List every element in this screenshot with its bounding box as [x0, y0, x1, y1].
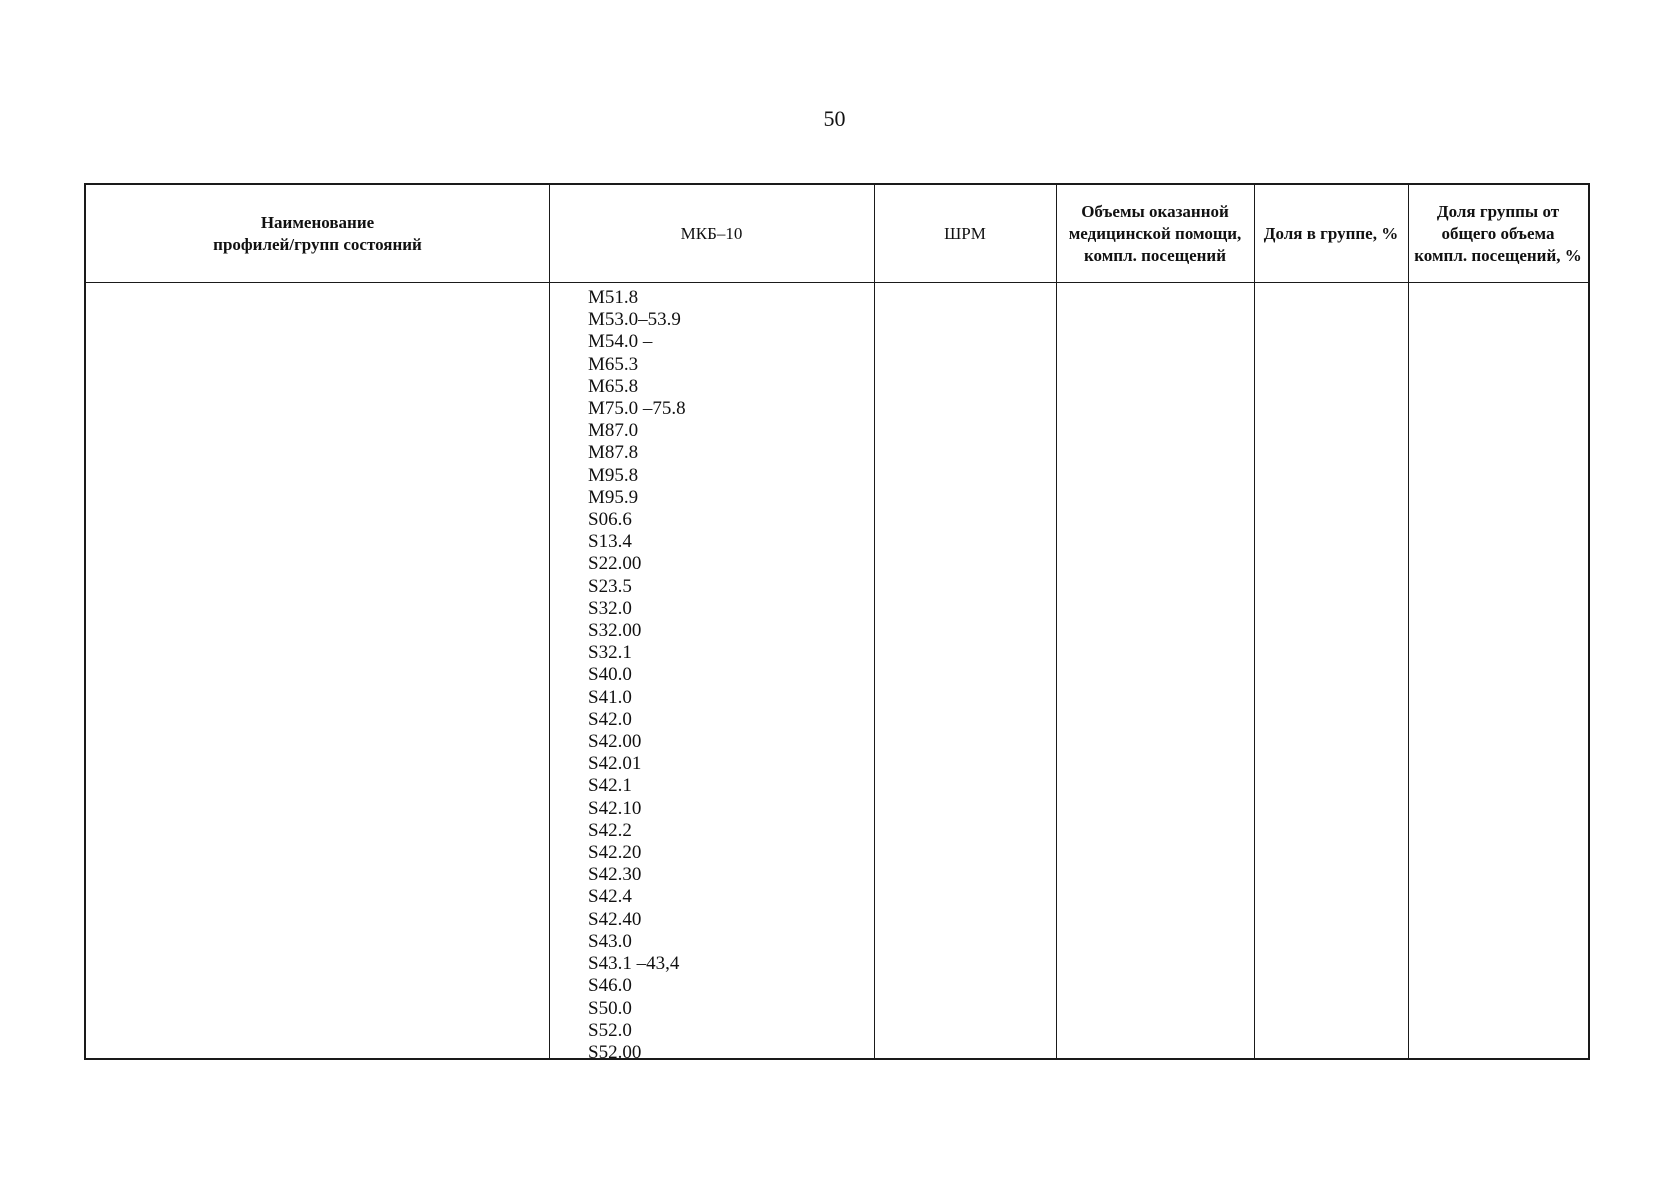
icd10-code: S41.0	[588, 686, 632, 708]
icd10-code: S46.0	[588, 975, 632, 997]
icd10-code: S42.30	[588, 864, 642, 886]
icd10-code: S23.5	[588, 575, 632, 597]
icd10-code: M87.0	[588, 420, 639, 442]
icd10-code: S42.2	[588, 819, 632, 841]
header-icd10: МКБ–10	[680, 223, 743, 243]
icd10-code: S50.0	[588, 997, 632, 1019]
column-divider	[1254, 185, 1255, 1058]
icd10-code: S13.4	[588, 531, 632, 553]
icd10-code: S42.01	[588, 753, 642, 775]
column-divider	[874, 185, 875, 1058]
icd10-code: M65.8	[588, 375, 639, 397]
icd10-code: M95.9	[588, 486, 639, 508]
data-table	[84, 183, 1590, 1063]
header-volume: Объемы оказанной медицинской помощи, компл. посещений	[1068, 201, 1242, 265]
icd10-code: M95.8	[588, 464, 639, 486]
icd10-code: S42.0	[588, 708, 632, 730]
icd10-code: S43.0	[588, 930, 632, 952]
icd10-code: S42.1	[588, 775, 632, 797]
header-name: Наименование профилей/групп состояний	[213, 212, 422, 254]
icd10-code: S42.10	[588, 797, 642, 819]
header-shrm: ШРМ	[944, 223, 986, 243]
column-divider	[1408, 185, 1409, 1058]
column-divider	[1056, 185, 1057, 1058]
icd10-code: S42.00	[588, 731, 642, 753]
icd10-code: S52.0	[588, 1019, 632, 1041]
icd10-code: S42.4	[588, 886, 632, 908]
icd10-code: S42.20	[588, 842, 642, 864]
icd10-code: S22.00	[588, 553, 642, 575]
icd10-code: M75.0 –75.8	[588, 398, 686, 420]
icd10-code: M87.8	[588, 442, 639, 464]
header-divider	[86, 282, 1588, 283]
icd10-code: S40.0	[588, 664, 632, 686]
icd10-code: M51.8	[588, 287, 639, 308]
icd10-code: S43.1 –43,4	[588, 953, 680, 975]
header-group-share: Доля группы от общего объема компл. посещений, %	[1414, 201, 1582, 265]
header-share-in-group: Доля в группе, %	[1263, 223, 1399, 243]
page-number: 50	[823, 106, 846, 131]
icd10-code: M54.0 –	[588, 331, 653, 353]
icd10-code: S42.40	[588, 908, 642, 930]
icd10-code: S06.6	[588, 509, 632, 531]
icd10-code: S32.00	[588, 620, 642, 642]
icd10-code: M65.3	[588, 353, 639, 375]
icd10-code: S32.1	[588, 642, 632, 664]
icd10-codes-list	[588, 287, 686, 1064]
icd10-code: M53.0–53.9	[588, 309, 681, 331]
icd10-code: S32.0	[588, 597, 632, 619]
icd10-code: S52.00	[588, 1041, 642, 1063]
column-divider	[549, 185, 550, 1058]
